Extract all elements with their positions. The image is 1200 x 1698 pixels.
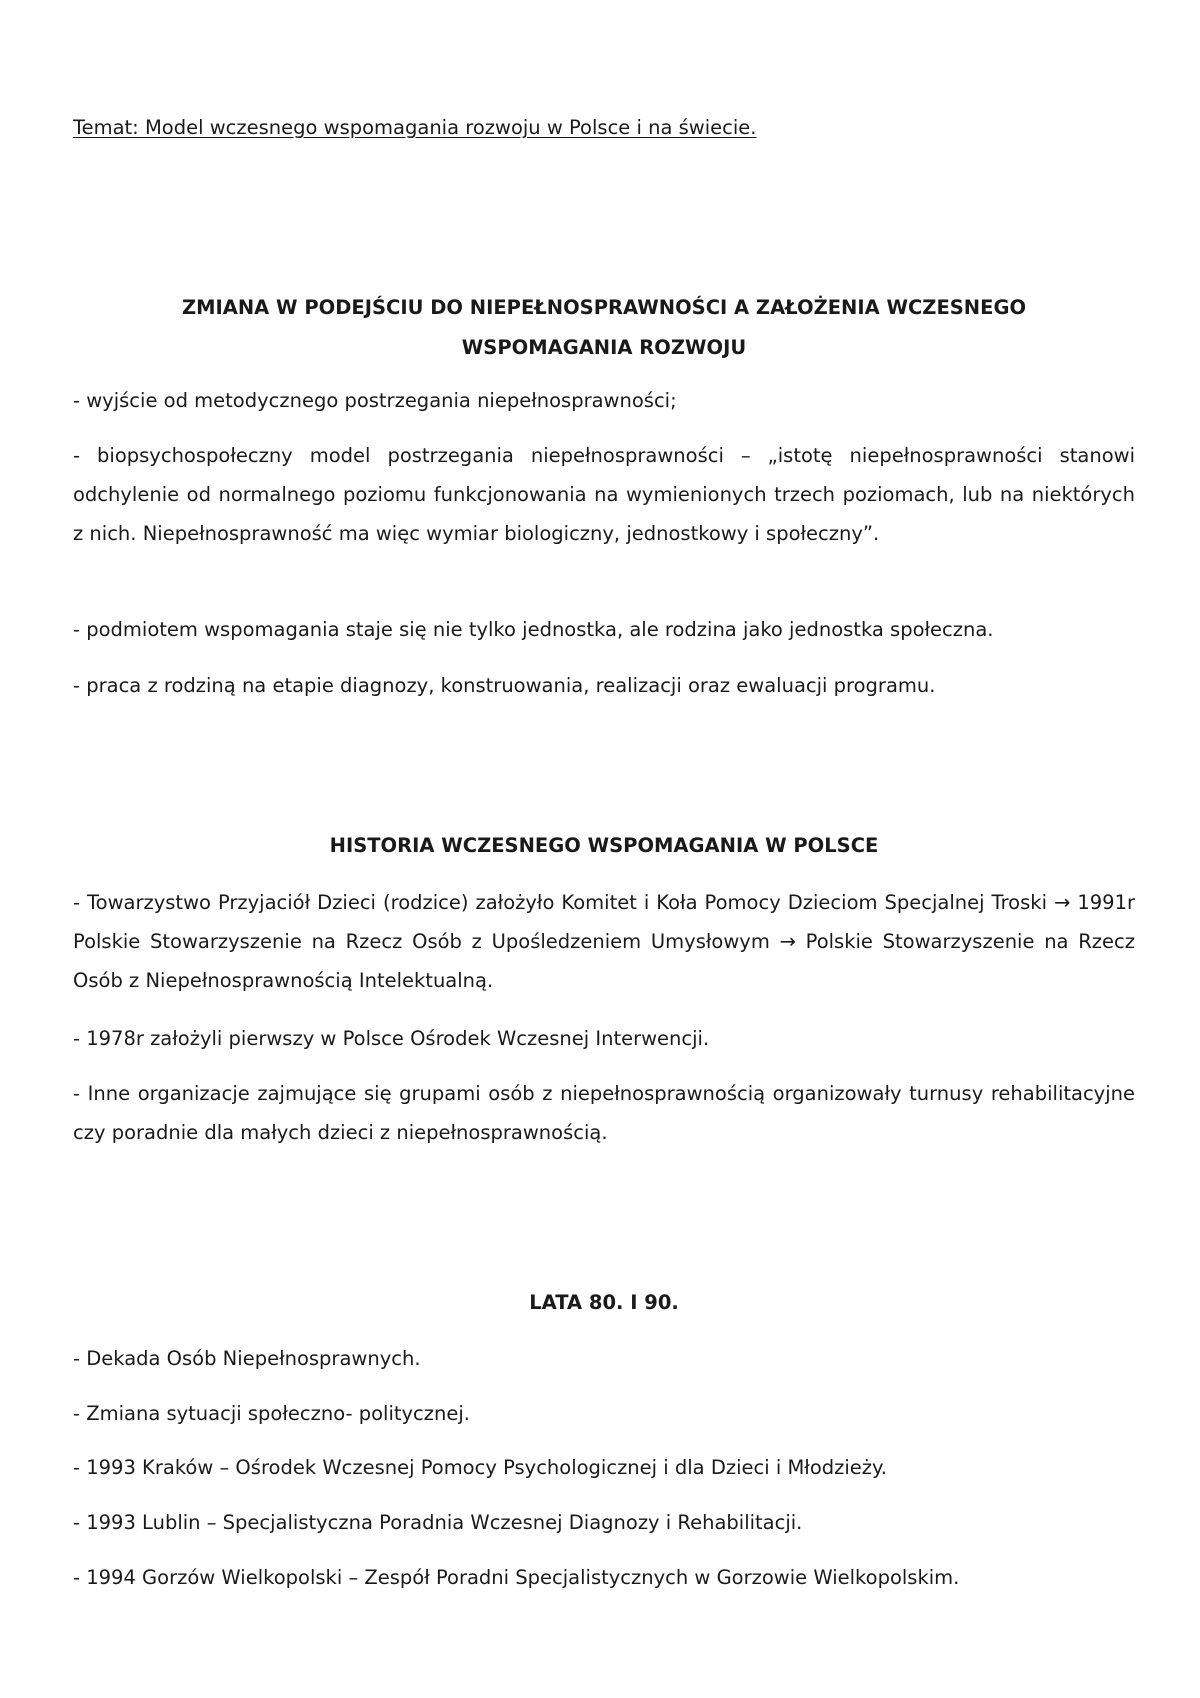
section-heading-zmiana [73,288,1135,368]
section-heading-line: WSPOMAGANIA ROZWOJU [461,336,747,359]
list-item: - Dekada Osób Niepełnosprawnych. [73,1347,421,1370]
list-item: - 1978r założyli pierwszy w Polsce Ośrodek Wczesnej Interwencji. [73,1027,710,1050]
section-heading-lata: LATA 80. I 90. [529,1291,679,1314]
section-heading-line: ZMIANA W PODEJŚCIU DO NIEPEŁNOSPRAWNOŚCI A ZAŁOŻENIA WCZESNEGO [181,296,1027,319]
list-item: - 1993 Lublin – Specjalistyczna Poradnia Wczesnej Diagnozy i Rehabilitacji. [73,1511,803,1534]
list-item: - praca z rodziną na etapie diagnozy, konstruowania, realizacji oraz ewaluacji programu. [73,674,936,697]
section-heading-historia: HISTORIA WCZESNEGO WSPOMAGANIA W POLSCE [329,834,879,857]
list-item: - podmiotem wspomagania staje się nie tylko jednostka, ale rodzina jako jednostka społeczna. [73,618,994,641]
list-item: - Towarzystwo Przyjaciół Dzieci (rodzice) założyło Komitet i Koła Pomocy Dzieciom Specjalnej Troski → 1991r Polskie Stowarzyszenie na Rzecz Osób z Upośledzeniem Umysłowym → Polskie Stowarzyszenie na Rzecz Osób z Niepełnosprawnością Intelektualną. [73,891,1135,992]
list-item: - biopsychospołeczny model postrzegania niepełnosprawności – „istotę niepełnosprawności stanowi odchylenie od normalnego poziomu funkcjonowania na wymienionych trzech poziomach, lub na niektórych z nich. Niepełnosprawność ma więc wymiar biologiczny, jednostkowy i społeczny”. [73,444,1135,545]
list-item: - 1993 Kraków – Ośrodek Wczesnej Pomocy Psychologicznej i dla Dzieci i Młodzieży. [73,1456,887,1479]
list-item: - Inne organizacje zajmujące się grupami osób z niepełnosprawnością organizowały turnusy rehabilitacyjne czy poradnie dla małych dzieci z niepełnosprawnością. [73,1082,1135,1144]
list-item: - Zmiana sytuacji społeczno- politycznej. [73,1402,470,1425]
list-item: - wyjście od metodycznego postrzegania niepełnosprawności; [73,389,677,412]
document-topic: Temat: Model wczesnego wspomagania rozwoju w Polsce i na świecie. [73,116,757,139]
list-item: - 1994 Gorzów Wielkopolski – Zespół Poradni Specjalistycznych w Gorzowie Wielkopolskim. [73,1566,960,1589]
